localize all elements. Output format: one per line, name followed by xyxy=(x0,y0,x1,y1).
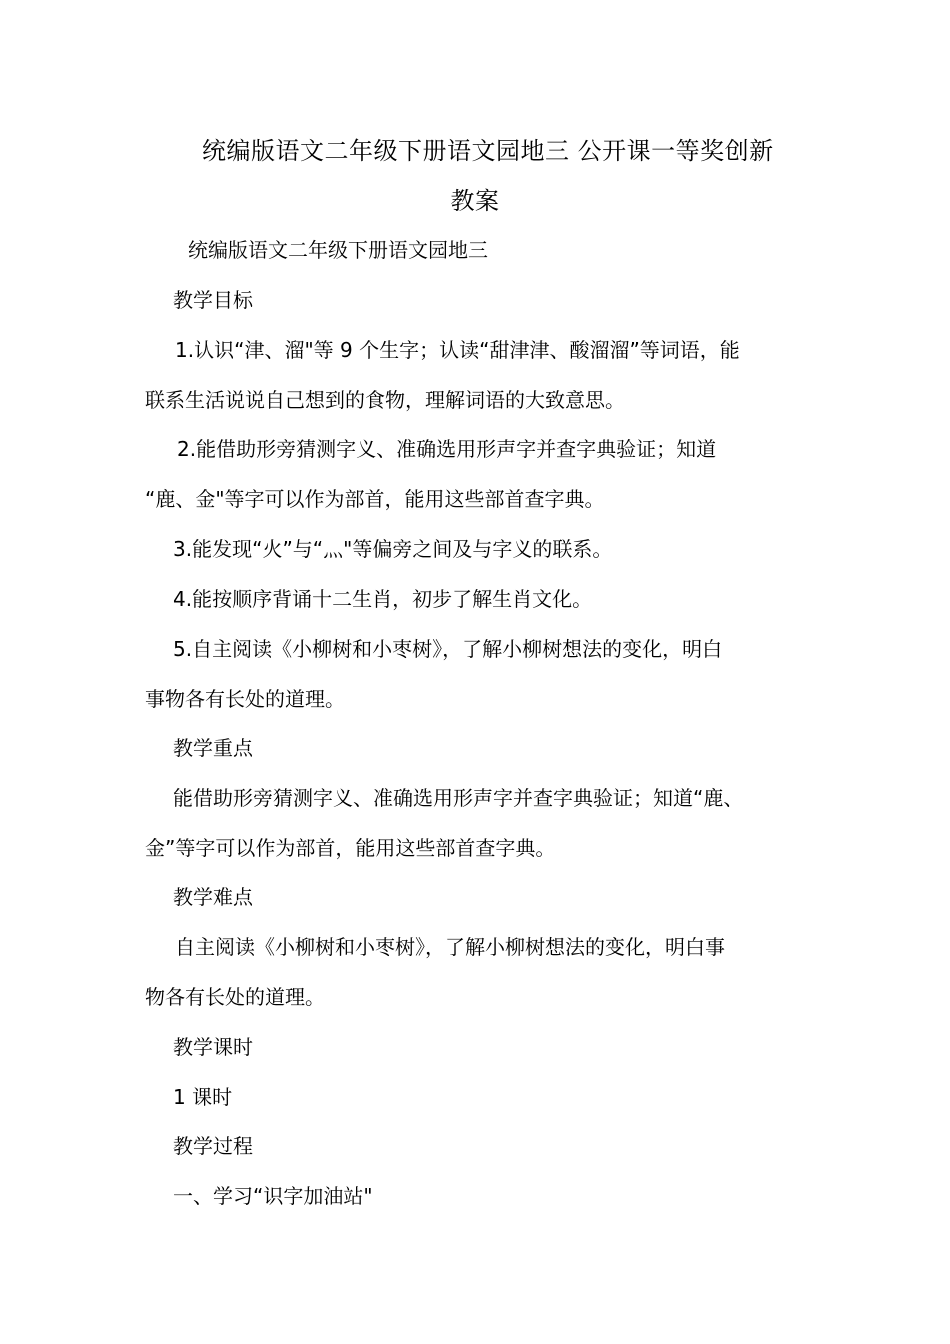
document-title-line-1: 统编版语文二年级下册语文园地三 公开课一等奖创新 xyxy=(202,137,774,165)
document-subtitle: 统编版语文二年级下册语文园地三 xyxy=(188,238,488,262)
difficulties-line-1: 自主阅读《小柳树和小枣树》，了解小柳树想法的变化，明白事 xyxy=(175,935,725,959)
difficulties-line-2: 物各有长处的道理。 xyxy=(145,985,325,1009)
objective-1-line-2: 联系生活说说自己想到的食物，理解词语的大致意思。 xyxy=(145,388,625,412)
objective-5-line-1: 5.自主阅读《小柳树和小枣树》，了解小柳树想法的变化，明白 xyxy=(173,637,723,661)
objectives-heading: 教学目标 xyxy=(173,288,253,312)
difficulties-heading: 教学难点 xyxy=(173,885,253,909)
process-heading: 教学过程 xyxy=(173,1134,253,1158)
process-step-1: 一、学习“识字加油站" xyxy=(173,1184,373,1208)
objective-2-line-1: 2.能借助形旁猜测字义、准确选用形声字并查字典验证；知道 xyxy=(177,437,717,461)
objective-3: 3.能发现“火”与“灬"等偏旁之间及与字义的联系。 xyxy=(173,537,613,561)
key-points-heading: 教学重点 xyxy=(173,736,253,760)
objective-5-line-2: 事物各有长处的道理。 xyxy=(145,687,345,711)
objective-4: 4.能按顺序背诵十二生肖，初步了解生肖文化。 xyxy=(173,587,593,611)
document-title-line-2: 教案 xyxy=(450,187,500,215)
hours-heading: 教学课时 xyxy=(173,1035,253,1059)
objective-1-line-1: 1.认识“津、溜"等 9 个生字；认读“甜津津、酸溜溜”等词语，能 xyxy=(175,338,740,362)
key-points-line-2: 金”等字可以作为部首，能用这些部首查字典。 xyxy=(145,836,556,860)
hours-value: 1 课时 xyxy=(173,1085,233,1109)
objective-2-line-2: “鹿、金"等字可以作为部首，能用这些部首查字典。 xyxy=(145,487,605,511)
key-points-line-1: 能借助形旁猜测字义、准确选用形声字并查字典验证；知道“鹿、 xyxy=(173,786,744,810)
